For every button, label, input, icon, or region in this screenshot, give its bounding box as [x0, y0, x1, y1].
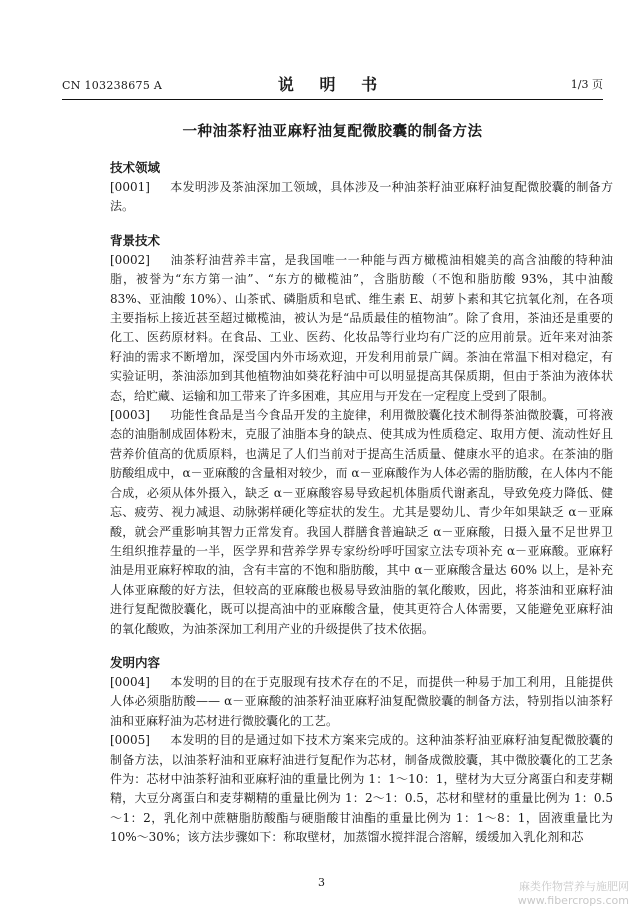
watermark-site-name: 麻类作物营养与施肥网: [519, 880, 629, 893]
paragraph-0004: [110, 673, 613, 731]
paragraph-0005: [110, 731, 613, 847]
invention-title: 一种油茶籽油亚麻籽油复配微胶囊的制备方法: [182, 124, 483, 140]
page-header: [62, 72, 603, 98]
paragraph-text: 油茶籽油营养丰富，是我国唯一一种能与西方橄榄油相媲美的高含油酸的特种油脂，被誉为“东方第一油”、“东方的橄榄油”，含脂肪酸（不饱和脂肪酸 93%，其中油酸 83%、亚油酸 10%）、山茶甙、磷脂质和皂甙、维生素 E、胡萝卜素和其它抗氧化剂，在各项主要指标上接近甚至超过橄榄油，被认为是“品质最佳的植物油”。除了食用，茶油还是重要的化工、医药原材料。在食品、工业、医药、化妆品等行业均有广泛的应用前景。近年来对油茶籽油的需求不断增加，深受国内外市场欢迎，开发利用前景广阔。茶油在常温下相对稳定，有实验证明，茶油添加到其他植物油如葵花籽油中可以明显提高其保质期，但由于茶油为液体状态，给贮藏、运输和加工带来了许多困难，其应用与开发在一定程度上受到了限制。: [110, 252, 613, 403]
paragraph-text: 本发明涉及茶油深加工领域，具体涉及一种油茶籽油亚麻籽油复配微胶囊的制备方法。: [110, 180, 613, 214]
page-number: 3: [318, 876, 325, 889]
paragraph-number: [0003]: [110, 408, 150, 423]
site-watermark: [518, 880, 629, 908]
paragraph-text: 本发明的目的在于克服现有技术存在的不足，而提供一种易于加工利用，且能提供人体必须脂肪酸—— α－亚麻酸的油茶籽油亚麻籽油复配微胶囊的制备方法，特别指以油茶籽油和亚麻籽油为芯材进行微胶囊化的工艺。: [110, 674, 613, 728]
publication-number: CN 103238675 A: [62, 79, 163, 92]
paragraph-text: 本发明的目的是通过如下技术方案来完成的。这种油茶籽油亚麻籽油复配微胶囊的制备方法，以油茶籽油和亚麻籽油进行复配作为芯材，制备成微胶囊，其中微胶囊化的工艺条件为：芯材中油茶籽油和亚麻籽油的重量比例为 1：1～10：1，壁材为大豆分离蛋白和麦芽糊精，大豆分离蛋白和麦芽糊精的重量比例为 1：2～1：0.5，芯材和壁材的重量比例为 1：0.5～1：2，乳化剂中蔗糖脂肪酸酯与硬脂酸甘油酯的重量比例为 1：1～8：1，固液重量比为 10%～30%；该方法步骤如下：称取壁材，加蒸馏水搅拌混合溶解，缓缓加入乳化剂和芯: [110, 733, 613, 845]
section-spacer: [110, 217, 613, 231]
watermark-url: www.fibercrops.com: [517, 894, 629, 907]
document-type-title: 说 明 书: [277, 75, 388, 94]
section-spacer: [110, 639, 613, 653]
paragraph-0003: [110, 406, 613, 639]
paragraph-number: [0004]: [110, 674, 150, 689]
paragraph-0001: [110, 178, 613, 217]
paragraph-number: [0001]: [110, 180, 150, 194]
document-body: [110, 158, 613, 848]
section-heading-background: 背景技术: [110, 232, 161, 248]
section-heading-tech-field: 技术领域: [110, 160, 161, 175]
paragraph-text: 功能性食品是当今食品开发的主旋律，利用微胶囊化技术制得茶油微胶囊，可将液态的油脂制成固体粉末，克服了油脂本身的缺点、使其成为性质稳定、取用方便、流动性好且营养价值高的优质原料，也满足了人们当前对于提高生活质量、健康水平的追求。在茶油的脂肪酸组成中，α－亚麻酸的含量相对较少，而 α－亚麻酸作为人体必需的脂肪酸，在人体内不能合成，必须从体外摄入，缺乏 α－亚麻酸容易导致起机体脂质代谢紊乱，导致免疫力降低、健忘、疲劳、视力减退、动脉粥样硬化等症状的发生。尤其是婴幼儿、青少年如果缺乏 α－亚麻酸，就会严重影响其智力正常发育。我国人群膳食普遍缺乏 α－亚麻酸，日摄入量不足世界卫生组织推荐量的一半，医学界和营养学界专家纷纷呼吁国家立法专项补充 α－亚麻酸。亚麻籽油是用亚麻籽榨取的油，含有丰富的不饱和脂肪酸，其中 α－亚麻酸含量达 60% 以上，是补充人体亚麻酸的好方法，但较高的亚麻酸也极易导致油脂的氧化酸败，因此，将茶油和亚麻籽油进行复配微胶囊化，既可以提高油中的亚麻酸含量，使其更符合人体需要，又能避免亚麻籽油的氧化酸败，为油茶深加工利用产业的升级提供了技术依据。: [110, 408, 613, 636]
paragraph-number: [0002]: [110, 252, 150, 267]
paragraph-0002: [110, 251, 613, 406]
paragraph-number: [0005]: [110, 733, 150, 748]
page-indicator: 1/3 页: [570, 78, 603, 91]
section-heading-invention: 发明内容: [110, 654, 161, 670]
header-divider: [62, 99, 603, 100]
